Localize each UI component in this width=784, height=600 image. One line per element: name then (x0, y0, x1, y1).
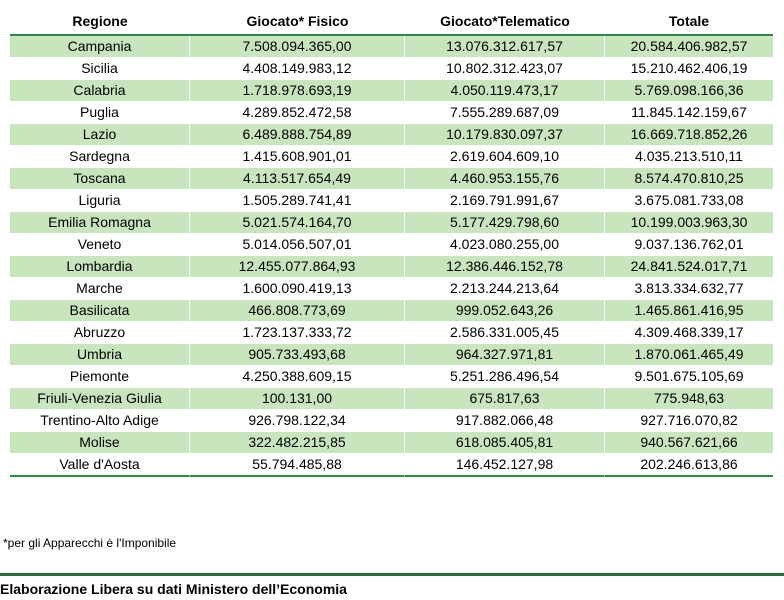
cell-regione: Puglia (10, 102, 190, 124)
table-row (10, 80, 773, 102)
cell-giocato-telematico: 5.251.286.496,54 (405, 366, 605, 388)
cell-totale: 4.035.213.510,11 (605, 146, 773, 168)
data-table-container (10, 8, 773, 477)
table-row (10, 300, 773, 322)
cell-totale: 9.501.675.105,69 (605, 366, 773, 388)
cell-giocato-telematico: 4.050.119.473,17 (405, 80, 605, 102)
cell-totale: 11.845.142.159,67 (605, 102, 773, 124)
table-row (10, 322, 773, 344)
table-row (10, 190, 773, 212)
cell-giocato-telematico: 2.169.791.991,67 (405, 190, 605, 212)
cell-giocato-telematico: 5.177.429.798,60 (405, 212, 605, 234)
cell-giocato-fisico: 4.408.149.983,12 (190, 58, 405, 80)
cell-giocato-telematico: 675.817,63 (405, 388, 605, 410)
table-row (10, 124, 773, 146)
cell-giocato-fisico: 1.723.137.333,72 (190, 322, 405, 344)
cell-giocato-telematico: 146.452.127,98 (405, 454, 605, 477)
cell-giocato-fisico: 7.508.094.365,00 (190, 36, 405, 58)
cell-giocato-telematico: 4.023.080.255,00 (405, 234, 605, 256)
cell-giocato-fisico: 5.021.574.164,70 (190, 212, 405, 234)
cell-giocato-fisico: 1.415.608.901,01 (190, 146, 405, 168)
table-row (10, 432, 773, 454)
cell-totale: 1.870.061.465,49 (605, 344, 773, 366)
cell-giocato-fisico: 466.808.773,69 (190, 300, 405, 322)
cell-regione: Campania (10, 36, 190, 58)
cell-giocato-telematico: 2.619.604.609,10 (405, 146, 605, 168)
cell-giocato-fisico: 1.718.978.693,19 (190, 80, 405, 102)
table-row (10, 454, 773, 477)
cell-regione: Toscana (10, 168, 190, 190)
cell-giocato-telematico: 10.179.830.097,37 (405, 124, 605, 146)
cell-regione: Valle d'Aosta (10, 454, 190, 477)
table-row (10, 36, 773, 58)
header-giocato-fisico: Giocato* Fisico (190, 8, 405, 36)
header-giocato-telematico: Giocato*Telematico (405, 8, 605, 36)
cell-giocato-fisico: 1.600.090.419,13 (190, 278, 405, 300)
cell-regione: Calabria (10, 80, 190, 102)
cell-regione: Marche (10, 278, 190, 300)
cell-giocato-telematico: 917.882.066,48 (405, 410, 605, 432)
header-regione: Regione (10, 8, 190, 36)
table-body (10, 36, 773, 477)
cell-totale: 202.246.613,86 (605, 454, 773, 477)
table-row (10, 278, 773, 300)
cell-giocato-telematico: 4.460.953.155,76 (405, 168, 605, 190)
cell-regione: Sardegna (10, 146, 190, 168)
cell-regione: Lombardia (10, 256, 190, 278)
cell-regione: Lazio (10, 124, 190, 146)
source-caption: Elaborazione Libera su dati Ministero dell’Economia (0, 581, 347, 597)
cell-totale: 4.309.468.339,17 (605, 322, 773, 344)
table-row (10, 212, 773, 234)
cell-giocato-telematico: 7.555.289.687,09 (405, 102, 605, 124)
cell-giocato-telematico: 13.076.312.617,57 (405, 36, 605, 58)
cell-totale: 16.669.718.852,26 (605, 124, 773, 146)
cell-regione: Abruzzo (10, 322, 190, 344)
table-row (10, 234, 773, 256)
table-row (10, 58, 773, 80)
cell-giocato-fisico: 926.798.122,34 (190, 410, 405, 432)
cell-giocato-fisico: 322.482.215,85 (190, 432, 405, 454)
cell-giocato-telematico: 618.085.405,81 (405, 432, 605, 454)
cell-giocato-fisico: 905.733.493,68 (190, 344, 405, 366)
cell-regione: Basilicata (10, 300, 190, 322)
cell-totale: 927.716.070,82 (605, 410, 773, 432)
source-divider (0, 573, 784, 576)
cell-regione: Veneto (10, 234, 190, 256)
cell-totale: 3.675.081.733,08 (605, 190, 773, 212)
cell-totale: 5.769.098.166,36 (605, 80, 773, 102)
table-row (10, 410, 773, 432)
cell-totale: 9.037.136.762,01 (605, 234, 773, 256)
table-row (10, 102, 773, 124)
cell-regione: Piemonte (10, 366, 190, 388)
cell-giocato-fisico: 4.250.388.609,15 (190, 366, 405, 388)
cell-totale: 20.584.406.982,57 (605, 36, 773, 58)
cell-regione: Emilia Romagna (10, 212, 190, 234)
table-row (10, 388, 773, 410)
cell-giocato-fisico: 55.794.485,88 (190, 454, 405, 477)
cell-giocato-fisico: 4.113.517.654,49 (190, 168, 405, 190)
cell-regione: Liguria (10, 190, 190, 212)
cell-giocato-fisico: 6.489.888.754,89 (190, 124, 405, 146)
cell-giocato-fisico: 12.455.077.864,93 (190, 256, 405, 278)
cell-giocato-telematico: 12.386.446.152,78 (405, 256, 605, 278)
header-totale: Totale (605, 8, 773, 36)
table-header-row (10, 8, 773, 36)
cell-totale: 8.574.470.810,25 (605, 168, 773, 190)
cell-giocato-telematico: 964.327.971,81 (405, 344, 605, 366)
cell-regione: Sicilia (10, 58, 190, 80)
table-row (10, 366, 773, 388)
cell-regione: Molise (10, 432, 190, 454)
table-row (10, 344, 773, 366)
cell-giocato-telematico: 2.213.244.213,64 (405, 278, 605, 300)
cell-totale: 10.199.003.963,30 (605, 212, 773, 234)
cell-regione: Trentino-Alto Adige (10, 410, 190, 432)
cell-giocato-telematico: 2.586.331.005,45 (405, 322, 605, 344)
table-row (10, 256, 773, 278)
cell-giocato-fisico: 4.289.852.472,58 (190, 102, 405, 124)
cell-regione: Friuli-Venezia Giulia (10, 388, 190, 410)
cell-totale: 775.948,63 (605, 388, 773, 410)
cell-giocato-telematico: 999.052.643,26 (405, 300, 605, 322)
table-row (10, 146, 773, 168)
cell-totale: 3.813.334.632,77 (605, 278, 773, 300)
cell-totale: 1.465.861.416,95 (605, 300, 773, 322)
cell-giocato-telematico: 10.802.312.423,07 (405, 58, 605, 80)
cell-totale: 15.210.462.406,19 (605, 58, 773, 80)
cell-giocato-fisico: 5.014.056.507,01 (190, 234, 405, 256)
cell-regione: Umbria (10, 344, 190, 366)
cell-giocato-fisico: 100.131,00 (190, 388, 405, 410)
cell-giocato-fisico: 1.505.289.741,41 (190, 190, 405, 212)
cell-totale: 24.841.524.017,71 (605, 256, 773, 278)
footnote: *per gli Apparecchi è l'Imponibile (3, 536, 177, 550)
cell-totale: 940.567.621,66 (605, 432, 773, 454)
table-row (10, 168, 773, 190)
regional-totals-table (10, 8, 773, 477)
